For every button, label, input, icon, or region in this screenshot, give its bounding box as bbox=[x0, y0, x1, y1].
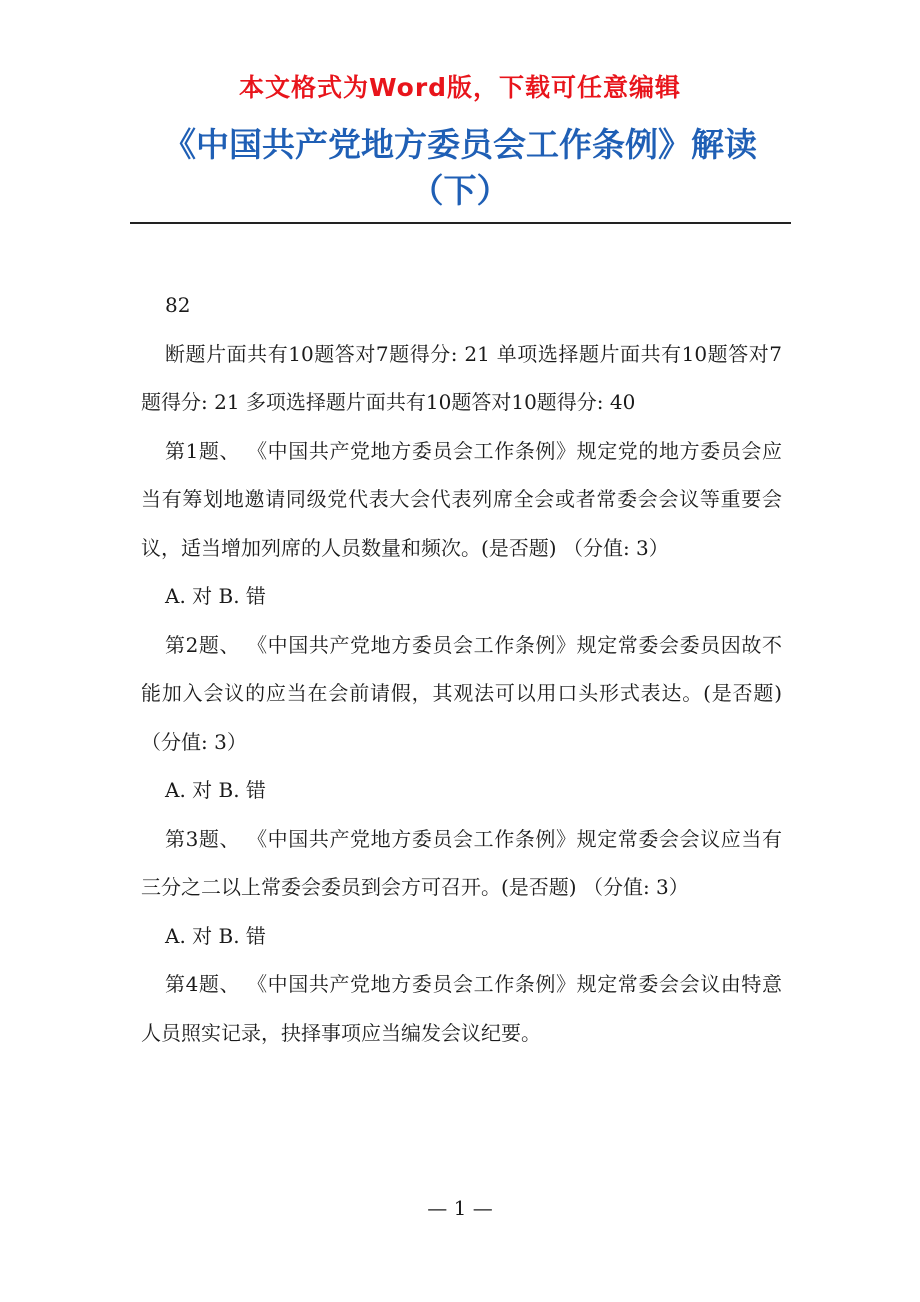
document-title bbox=[130, 122, 790, 214]
title-line-1: 《中国共产党地方委员会工作条例》解读 bbox=[163, 125, 757, 164]
title-divider bbox=[130, 222, 791, 224]
paragraph-question-1: 第1题、 《中国共产党地方委员会工作条例》规定党的地方委员会应当有筹划地邀请同级党代表大会代表列席全会或者常委会会议等重要会议，适当增加列席的人员数量和频次。(是否题) （分值: 3） bbox=[141, 438, 782, 560]
paragraph-options-3: A. 对 B. 错 bbox=[165, 923, 266, 948]
page-number: — 1 — bbox=[427, 1196, 493, 1220]
paragraph-score-summary: 断题片面共有10题答对7题得分: 21 单项选择题片面共有10题答对7题得分: 21 多项选择题片面共有10题答对10题得分: 40 bbox=[141, 341, 782, 414]
paragraph-question-2: 第2题、 《中国共产党地方委员会工作条例》规定常委会委员因故不能加入会议的应当在会前请假，其观法可以用口头形式表达。(是否题) （分值: 3） bbox=[141, 632, 782, 754]
document-body bbox=[141, 281, 782, 1057]
paragraph-question-3: 第3题、 《中国共产党地方委员会工作条例》规定常委会会议应当有三分之二以上常委会委员到会方可召开。(是否题) （分值: 3） bbox=[141, 826, 782, 899]
title-line-2: （下） bbox=[410, 171, 510, 210]
paragraph-page-ref: 82 bbox=[165, 293, 191, 317]
paragraph-question-4: 第4题、 《中国共产党地方委员会工作条例》规定常委会会议由特意人员照实记录，抉择事项应当编发会议纪要。 bbox=[141, 972, 782, 1045]
paragraph-options-2: A. 对 B. 错 bbox=[165, 778, 266, 802]
paragraph-options-1: A. 对 B. 错 bbox=[165, 584, 266, 608]
download-banner: 本文格式为Word版，下载可任意编辑 bbox=[238, 73, 682, 102]
